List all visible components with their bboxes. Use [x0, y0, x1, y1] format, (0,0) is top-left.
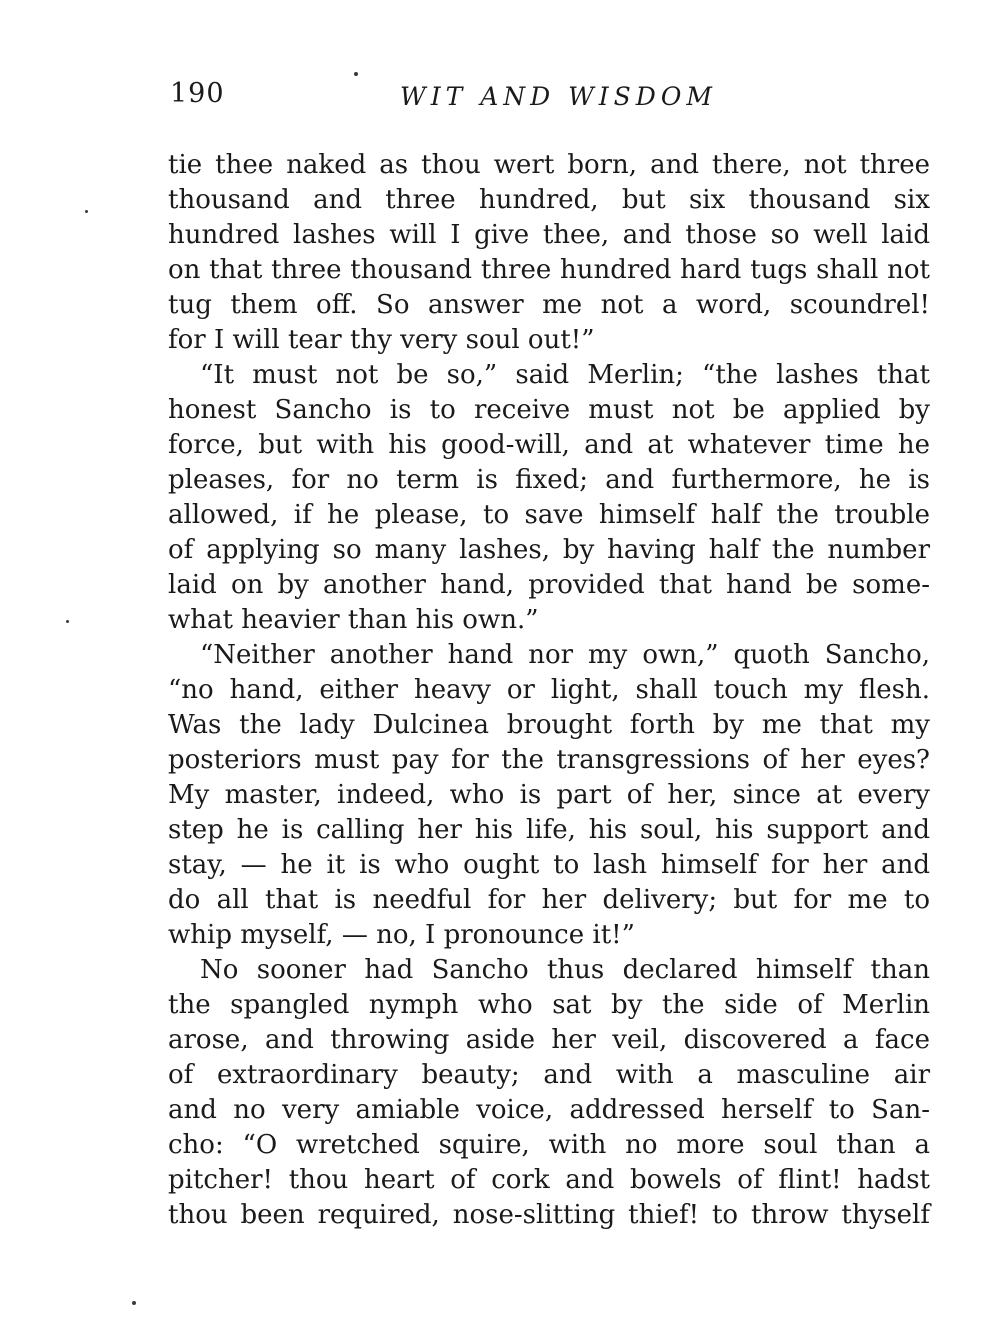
text-line: arose, and throwing aside her veil, discovered a face: [168, 1025, 930, 1055]
scan-speck: [85, 210, 88, 213]
text-line: the spangled nymph who sat by the side of Merlin: [168, 990, 930, 1020]
text-line: pleases, for no term is fixed; and furthermore, he is: [168, 465, 930, 495]
text-line: No sooner had Sancho thus declared himself than: [200, 955, 930, 985]
text-line: My master, indeed, who is part of her, since at every: [168, 780, 930, 810]
text-line: “no hand, either heavy or light, shall touch my flesh.: [168, 675, 930, 705]
text-line: step he is calling her his life, his soul, his support and: [168, 815, 930, 845]
text-line: laid on by another hand, provided that hand be some-: [168, 570, 930, 600]
text-line: honest Sancho is to receive must not be applied by: [168, 395, 930, 425]
text-line: cho: “O wretched squire, with no more soul than a: [168, 1130, 930, 1160]
running-head: [170, 78, 930, 122]
text-line: whip myself, — no, I pronounce it!”: [168, 920, 635, 950]
text-line: of extraordinary beauty; and with a masculine air: [168, 1060, 930, 1090]
text-line: hundred lashes will I give thee, and those so well laid: [168, 220, 930, 250]
text-line: thou been required, nose-slitting thief! to throw thyself: [168, 1200, 930, 1230]
text-line: stay, — he it is who ought to lash himself for her and: [168, 850, 930, 880]
scan-speck: [132, 1301, 136, 1305]
text-line: Was the lady Dulcinea brought forth by me that my: [168, 710, 930, 740]
text-line: for I will tear thy very soul out!”: [168, 325, 595, 355]
text-line: what heavier than his own.”: [168, 605, 539, 635]
text-line: tug them off. So answer me not a word, scoundrel!: [168, 290, 930, 320]
text-line: thousand and three hundred, but six thousand six: [168, 185, 930, 215]
text-line: “It must not be so,” said Merlin; “the lashes that: [200, 360, 930, 390]
page-number: 190: [170, 78, 225, 109]
text-line: “Neither another hand nor my own,” quoth Sancho,: [200, 640, 930, 670]
text-line: do all that is needful for her delivery; but for me to: [168, 885, 930, 915]
text-line: on that three thousand three hundred hard tugs shall not: [168, 255, 930, 285]
text-line: allowed, if he please, to save himself half the trouble: [168, 500, 930, 530]
text-line: tie thee naked as thou wert born, and there, not three: [168, 150, 930, 180]
text-line: force, but with his good-will, and at whatever time he: [168, 430, 930, 460]
running-title: WIT AND WISDOM: [400, 82, 717, 111]
text-line: and no very amiable voice, addressed herself to San-: [168, 1095, 930, 1125]
text-line: of applying so many lashes, by having half the number: [168, 535, 930, 565]
text-line: posteriors must pay for the transgressions of her eyes?: [168, 745, 930, 775]
scan-speck: [354, 72, 358, 76]
text-line: pitcher! thou heart of cork and bowels of flint! hadst: [168, 1165, 930, 1195]
body-text: [168, 148, 930, 1233]
scan-speck: [66, 620, 69, 623]
